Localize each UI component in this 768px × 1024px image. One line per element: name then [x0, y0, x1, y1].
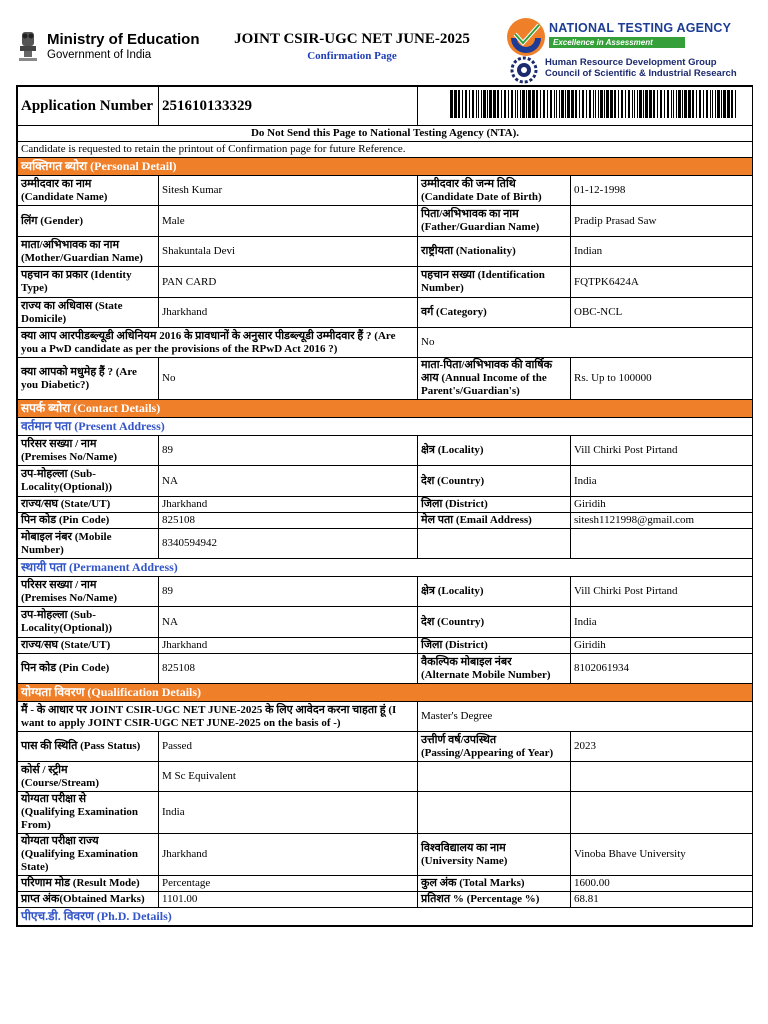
- section-qualification-details: [18, 684, 753, 702]
- premises-label: परिसर सख्या / नाम (Premises No/Name): [18, 436, 159, 466]
- subsection-permanent-address: [18, 559, 753, 577]
- locality-value: Vill Chirki Post Pirtand: [571, 577, 753, 607]
- mother-label: माता/अभिभावक का नाम (Mother/Guardian Name): [18, 237, 159, 267]
- state-value: Jharkhand: [159, 497, 418, 513]
- barcode-bar: [522, 90, 525, 118]
- ministry-block: [16, 30, 200, 64]
- table-row: [18, 513, 753, 529]
- barcode-bar: [595, 90, 596, 118]
- table-row: [18, 466, 753, 497]
- sublocality-label: उप-मोहल्ला (Sub- Locality(Optional)): [18, 466, 159, 497]
- barcode-bar: [536, 90, 538, 118]
- table-row: [18, 237, 753, 267]
- confirmation-form: [16, 85, 753, 927]
- barcode-bar: [621, 90, 623, 118]
- table-row: [18, 577, 753, 607]
- barcode-bar: [684, 90, 687, 118]
- barcode-bar: [517, 90, 518, 118]
- barcode-bar: [614, 90, 616, 118]
- empty-cell: [418, 529, 571, 559]
- qualifying-state-label: योग्यता परीक्षा राज्य (Qualifying Examination State): [18, 834, 159, 876]
- barcode-bar: [688, 90, 691, 118]
- barcode-bar: [625, 90, 626, 118]
- table-row: [18, 497, 753, 513]
- barcode-bar: [497, 90, 499, 118]
- barcode-bar: [567, 90, 570, 118]
- dob-value: 01-12-1998: [571, 176, 753, 206]
- diabetic-label: क्या आपको मधुमेह हैं ? (Are you Diabetic?): [18, 358, 159, 400]
- barcode-icon: [448, 89, 743, 119]
- barcode-bar: [699, 90, 701, 118]
- barcode-bar: [483, 90, 486, 118]
- barcode-bar: [639, 90, 642, 118]
- barcode-bar: [556, 90, 557, 118]
- university-label: विश्वविद्यालय का नाम (University Name): [418, 834, 571, 876]
- qualifying-exam-label: योग्यता परीक्षा से (Qualifying Examination From): [18, 792, 159, 834]
- nationality-label: राष्ट्रीयता (Nationality): [418, 237, 571, 267]
- barcode-bar: [550, 90, 552, 118]
- table-row: [18, 267, 753, 298]
- state-label: राज्य/सघ (State/UT): [18, 497, 159, 513]
- csir-line-1: Human Resource Development Group: [545, 57, 717, 68]
- barcode-bar: [528, 90, 531, 118]
- id-type-label: पहचान का प्रकार (Identity Type): [18, 267, 159, 298]
- subsection-title: पीएच.डी. विवरण (Ph.D. Details): [18, 908, 753, 926]
- id-type-value: PAN CARD: [159, 267, 418, 298]
- barcode-bar: [586, 90, 587, 118]
- category-value: OBC-NCL: [571, 298, 753, 328]
- premises-value: 89: [159, 436, 418, 466]
- barcode-bar: [676, 90, 677, 118]
- retain-note: Candidate is requested to retain the printout of Confirmation page for future Reference.: [18, 142, 753, 158]
- section-personal-detail: [18, 158, 753, 176]
- subsection-title: स्थायी पता (Permanent Address): [18, 559, 753, 577]
- barcode-bar: [606, 90, 609, 118]
- barcode-bar: [561, 90, 564, 118]
- barcode-bar: [450, 90, 453, 118]
- nta-tagline: Excellence in Assessment: [549, 37, 685, 48]
- barcode-bar: [706, 90, 708, 118]
- exam-title: JOINT CSIR-UGC NET JUNE-2025: [234, 31, 470, 47]
- barcode-bar: [678, 90, 681, 118]
- dob-label: उम्मीदवार की जन्म तिथि (Candidate Date of Birth): [418, 176, 571, 206]
- page-title: Confirmation Page: [307, 50, 397, 62]
- csir-text: [545, 57, 737, 79]
- barcode-bar: [589, 90, 591, 118]
- barcode-bar: [565, 90, 566, 118]
- gender-label: लिंग (Gender): [18, 206, 159, 237]
- domicile-label: राज्य का अधिवास (State Domicile): [18, 298, 159, 328]
- barcode-bar: [493, 90, 496, 118]
- domicile-value: Jharkhand: [159, 298, 418, 328]
- barcode-bar: [604, 90, 605, 118]
- csir-gear-icon: [510, 56, 538, 84]
- exam-title-block: [222, 30, 482, 64]
- application-number-label: Application Number: [18, 87, 159, 126]
- district-value: Giridih: [571, 638, 753, 654]
- table-row: [18, 876, 753, 892]
- empty-cell: [571, 529, 753, 559]
- id-number-label: पहचान सख्या (Identification Number): [418, 267, 571, 298]
- locality-value: Vill Chirki Post Pirtand: [571, 436, 753, 466]
- notice-text: Do Not Send this Page to National Testing Agency (NTA).: [18, 126, 753, 142]
- csir-line-2: Council of Scientific & Industrial Research: [545, 68, 737, 79]
- nta-csir-logos: [505, 16, 755, 78]
- pin-value: 825108: [159, 654, 418, 684]
- empty-cell: [418, 762, 571, 792]
- barcode-bar: [710, 90, 711, 118]
- barcode-bar: [637, 90, 638, 118]
- barcode-bar: [481, 90, 482, 118]
- table-row: [18, 529, 753, 559]
- candidate-name-value: Sitesh Kumar: [159, 176, 418, 206]
- basis-label: मैं - के आधार पर JOINT CSIR-UGC NET JUNE-2025 के लिए आवेदन करना चाहता हूं (I want to apply JOINT CSIR-UGC NET JUNE-2025 on the basis of -): [18, 702, 418, 732]
- obtained-marks-value: 1101.00: [159, 892, 418, 908]
- subsection-phd-details: [18, 908, 753, 926]
- diabetic-value: No: [159, 358, 418, 400]
- barcode-bar: [731, 90, 733, 118]
- section-title: सपर्क ब्योरा (Contact Details): [18, 400, 753, 418]
- barcode-bar: [543, 90, 545, 118]
- mother-value: Shakuntala Devi: [159, 237, 418, 267]
- barcode-bar: [489, 90, 492, 118]
- subsection-present-address: [18, 418, 753, 436]
- barcode-bar: [462, 90, 463, 118]
- table-row: [18, 607, 753, 638]
- result-mode-label: परिणाम मोड (Result Mode): [18, 876, 159, 892]
- empty-cell: [571, 792, 753, 834]
- barcode-bar: [715, 90, 716, 118]
- barcode-bar: [458, 90, 460, 118]
- barcode-bar: [717, 90, 720, 118]
- page-header: [0, 0, 768, 82]
- sublocality-label: उप-मोहल्ला (Sub- Locality(Optional)): [18, 607, 159, 638]
- barcode-bar: [696, 90, 697, 118]
- barcode-bar: [692, 90, 694, 118]
- pass-status-label: पास की स्थिति (Pass Status): [18, 732, 159, 762]
- table-row: [18, 702, 753, 732]
- application-number-value: 251610133329: [159, 87, 418, 126]
- barcode-bar: [667, 90, 669, 118]
- barcode-bar: [643, 90, 644, 118]
- income-value: Rs. Up to 100000: [571, 358, 753, 400]
- application-number-row: [18, 87, 753, 126]
- sublocality-value: NA: [159, 607, 418, 638]
- passing-year-label: उत्तीर्ण वर्ष/उपस्थित (Passing/Appearing of Year): [418, 732, 571, 762]
- barcode-bar: [476, 90, 477, 118]
- passing-year-value: 2023: [571, 732, 753, 762]
- barcode-bar: [579, 90, 580, 118]
- total-marks-value: 1600.00: [571, 876, 753, 892]
- pin-label: पिन कोड (Pin Code): [18, 513, 159, 529]
- id-number-value: FQTPK6424A: [571, 267, 753, 298]
- sublocality-value: NA: [159, 466, 418, 497]
- nationality-value: Indian: [571, 237, 753, 267]
- pwd-value: No: [418, 328, 753, 358]
- barcode-bar: [598, 90, 599, 118]
- barcode-bar: [673, 90, 674, 118]
- barcode-bar: [653, 90, 655, 118]
- email-label: मेल पता (Email Address): [418, 513, 571, 529]
- barcode-bar: [721, 90, 722, 118]
- barcode-bar: [454, 90, 457, 118]
- pass-status-value: Passed: [159, 732, 418, 762]
- pwd-label: क्या आप आरपीडब्ल्यूडी अधिनियम 2016 के प्रावधानों के अनुसार पीडब्ल्यूडी उम्मीदवार हैं ? (Are you a PwD candidate as per the provisions of the RPwD Act 2016 ?): [18, 328, 418, 358]
- premises-value: 89: [159, 577, 418, 607]
- ministry-subtitle: Government of India: [47, 49, 152, 61]
- barcode-bar: [600, 90, 603, 118]
- barcode-bar: [504, 90, 506, 118]
- locality-label: क्षेत्र (Locality): [418, 577, 571, 607]
- table-row: [18, 732, 753, 762]
- table-row: [18, 762, 753, 792]
- country-value: India: [571, 607, 753, 638]
- pin-label: पिन कोड (Pin Code): [18, 654, 159, 684]
- table-row: [18, 638, 753, 654]
- qualifying-state-value: Jharkhand: [159, 834, 418, 876]
- country-value: India: [571, 466, 753, 497]
- obtained-marks-label: प्राप्त अंक(Obtained Marks): [18, 892, 159, 908]
- barcode-bar: [582, 90, 584, 118]
- result-mode-value: Percentage: [159, 876, 418, 892]
- barcode-bar: [469, 90, 470, 118]
- barcode-bar: [575, 90, 577, 118]
- barcode-bar: [671, 90, 672, 118]
- barcode-bar: [628, 90, 630, 118]
- table-row: [18, 834, 753, 876]
- percentage-value: 68.81: [571, 892, 753, 908]
- father-label: पिता/अभिभावक का नाम (Father/Guardian Name): [418, 206, 571, 237]
- barcode-bar: [515, 90, 516, 118]
- alt-mobile-label: वैकल्पिक मोबाइल नंबर (Alternate Mobile Number): [418, 654, 571, 684]
- nta-name: NATIONAL TESTING AGENCY: [549, 21, 732, 35]
- barcode-bar: [559, 90, 560, 118]
- category-label: वर्ग (Category): [418, 298, 571, 328]
- section-contact-details: [18, 400, 753, 418]
- qualifying-exam-value: India: [159, 792, 418, 834]
- barcode-bar: [508, 90, 509, 118]
- barcode-bar: [727, 90, 730, 118]
- section-title: व्यक्तिगत ब्योरा (Personal Detail): [18, 158, 753, 176]
- gender-value: Male: [159, 206, 418, 237]
- father-value: Pradip Prasad Saw: [571, 206, 753, 237]
- course-label: कोर्स / स्ट्रीम (Course/Stream): [18, 762, 159, 792]
- barcode-bar: [478, 90, 479, 118]
- barcode-bar: [664, 90, 665, 118]
- ministry-title: Ministry of Education: [47, 31, 200, 48]
- empty-cell: [418, 792, 571, 834]
- district-label: जिला (District): [418, 497, 571, 513]
- table-row: [18, 792, 753, 834]
- barcode-bar: [634, 90, 635, 118]
- mobile-label: मोबाइल नंबर (Mobile Number): [18, 529, 159, 559]
- state-label: राज्य/सघ (State/UT): [18, 638, 159, 654]
- barcode-bar: [618, 90, 619, 118]
- confirmation-table: [17, 86, 753, 926]
- district-value: Giridih: [571, 497, 753, 513]
- barcode-bar: [547, 90, 548, 118]
- table-row: [18, 654, 753, 684]
- barcode-bar: [657, 90, 658, 118]
- barcode-bar: [632, 90, 633, 118]
- subsection-title: वर्तमान पता (Present Address): [18, 418, 753, 436]
- basis-value: Master's Degree: [418, 702, 753, 732]
- barcode-bar: [703, 90, 704, 118]
- income-label: माता-पिता/अभिभावक की वार्षिक आय (Annual Income of the Parent's/Guardian's): [418, 358, 571, 400]
- barcode-bar: [472, 90, 474, 118]
- mobile-value: 8340594942: [159, 529, 418, 559]
- barcode-bar: [520, 90, 521, 118]
- barcode-bar: [526, 90, 527, 118]
- table-row: [18, 328, 753, 358]
- table-row: [18, 298, 753, 328]
- barcode-cell: [418, 87, 753, 126]
- district-label: जिला (District): [418, 638, 571, 654]
- empty-cell: [571, 762, 753, 792]
- barcode-bar: [649, 90, 652, 118]
- barcode-bar: [735, 90, 736, 118]
- barcode-bar: [645, 90, 648, 118]
- table-row: [18, 892, 753, 908]
- university-value: Vinoba Bhave University: [571, 834, 753, 876]
- barcode-bar: [660, 90, 662, 118]
- course-value: M Sc Equivalent: [159, 762, 418, 792]
- barcode-bar: [465, 90, 467, 118]
- locality-label: क्षेत्र (Locality): [418, 436, 571, 466]
- barcode-bar: [610, 90, 613, 118]
- total-marks-label: कुल अंक (Total Marks): [418, 876, 571, 892]
- barcode-bar: [511, 90, 513, 118]
- barcode-bar: [593, 90, 594, 118]
- state-value: Jharkhand: [159, 638, 418, 654]
- table-row: [18, 358, 753, 400]
- percentage-label: प्रतिशत % (Percentage %): [418, 892, 571, 908]
- premises-label: परिसर सख्या / नाम (Premises No/Name): [18, 577, 159, 607]
- barcode-bar: [712, 90, 713, 118]
- barcode-bar: [501, 90, 502, 118]
- alt-mobile-value: 8102061934: [571, 654, 753, 684]
- barcode-bar: [487, 90, 488, 118]
- barcode-bar: [554, 90, 555, 118]
- table-row: [18, 206, 753, 237]
- national-emblem-icon: [16, 30, 40, 64]
- candidate-name-label: उम्मीदवार का नाम (Candidate Name): [18, 176, 159, 206]
- country-label: देश (Country): [418, 607, 571, 638]
- barcode-bar: [532, 90, 535, 118]
- notice-row: [18, 126, 753, 142]
- section-title: योग्यता विवरण (Qualification Details): [18, 684, 753, 702]
- barcode-bar: [571, 90, 574, 118]
- retain-note-row: [18, 142, 753, 158]
- pin-value: 825108: [159, 513, 418, 529]
- nta-logo-icon: [505, 16, 547, 58]
- email-value: sitesh1121998@gmail.com: [571, 513, 753, 529]
- barcode-bar: [540, 90, 541, 118]
- barcode-bar: [723, 90, 726, 118]
- table-row: [18, 436, 753, 466]
- barcode-bar: [682, 90, 683, 118]
- table-row: [18, 176, 753, 206]
- country-label: देश (Country): [418, 466, 571, 497]
